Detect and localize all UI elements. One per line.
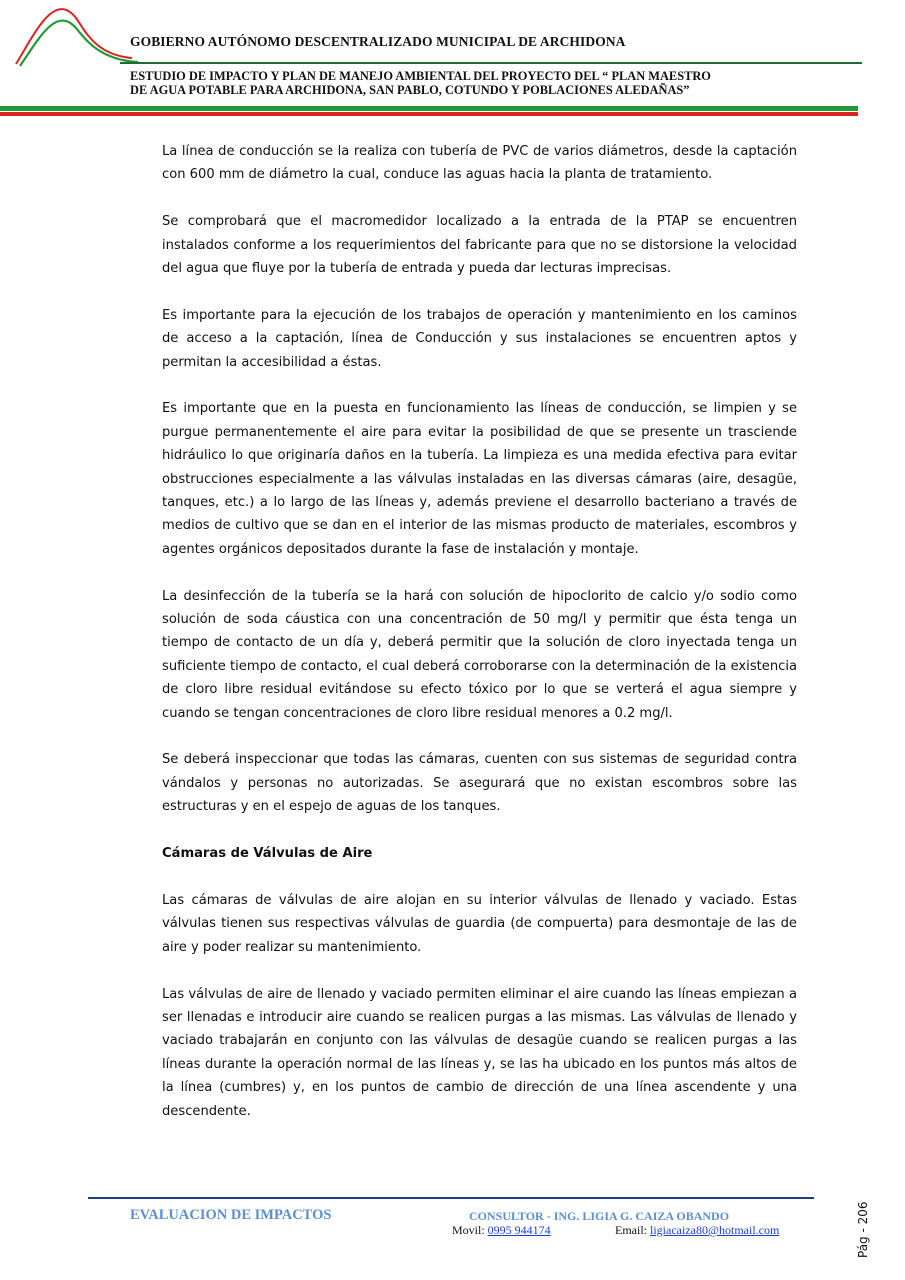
footer-consultor: CONSULTOR - ING. LIGIA G. CAIZA OBANDO bbox=[469, 1209, 730, 1223]
paragraph-2: Se comprobará que el macromedidor localizado a la entrada de la PTAP se encuentren instalados conforme a los requerimientos del fabricante para que no se distorsione la velocidad del agua que fluye por la tubería de entrada y pueda dar lecturas imprecisas. bbox=[162, 214, 797, 277]
email-label: Email: bbox=[615, 1223, 650, 1237]
header-subtitle bbox=[130, 69, 830, 97]
paragraph-4: Es importante que en la puesta en funcionamiento las líneas de conducción, se limpien y se purgue permanentemente el aire para evitar la posibilidad de que se presente un trasciende hidráulico lo que originaría daños en la tubería. La limpieza es una medida efectiva para evitar obstrucciones especialmente a las válvulas instaladas en las diversas cámaras (aire, desagüe, tanques, etc.) a lo largo de las líneas y, además previene el desarrollo bacteriano a través de medios de cultivo que se dan en el interior de las mismas producto de materiales, escombros y agentes orgánicos depositados durante la fase de instalación y montaje. bbox=[162, 401, 797, 557]
phone-label: Movil: bbox=[452, 1223, 488, 1237]
footer-section-title: EVALUACION DE IMPACTOS bbox=[130, 1207, 332, 1223]
section-heading: Cámaras de Válvulas de Aire bbox=[162, 846, 373, 862]
header-band-green bbox=[0, 106, 858, 111]
document-body bbox=[162, 140, 797, 1146]
page-number: Pág - 206 bbox=[856, 1201, 870, 1258]
paragraph-6: Se deberá inspeccionar que todas las cámaras, cuenten con sus sistemas de seguridad contra vándalos y personas no autorizadas. Se asegurará que no existan escombros sobre las estructuras y en el espejo de aguas de los tanques. bbox=[162, 752, 797, 815]
header-title: GOBIERNO AUTÓNOMO DESCENTRALIZADO MUNICIPAL DE ARCHIDONA bbox=[130, 34, 626, 49]
swoosh-logo-icon bbox=[14, 0, 144, 70]
header-rule bbox=[120, 62, 862, 64]
header-subtitle-line1: ESTUDIO DE IMPACTO Y PLAN DE MANEJO AMBIENTAL DEL PROYECTO DEL “ PLAN MAESTRO bbox=[130, 69, 711, 83]
footer-phone bbox=[452, 1223, 551, 1238]
footer-rule bbox=[88, 1197, 814, 1199]
paragraph-5: La desinfección de la tubería se la hará con solución de hipoclorito de calcio y/o sodio como solución de soda cáustica con una concentración de 50 mg/l y permitir que ésta tenga un tiempo de contacto de un día y, deberá permitir que la solución de cloro inyectada tenga un suficiente tiempo de contacto, el cual deberá corroborarse con la determinación de la existencia de cloro libre residual evitándose su efecto tóxico por lo que se verterá el agua siempre y cuando se tengan concentraciones de cloro libre residual menores a 0.2 mg/l. bbox=[162, 588, 797, 721]
phone-link[interactable]: 0995 944174 bbox=[487, 1223, 551, 1237]
footer-email bbox=[615, 1223, 779, 1238]
header-band-red bbox=[0, 112, 858, 116]
email-link[interactable]: ligiacaiza80@hotmail.com bbox=[650, 1223, 780, 1237]
paragraph-3: Es importante para la ejecución de los trabajos de operación y mantenimiento en los caminos de acceso a la captación, línea de Conducción y sus instalaciones se encuentren aptos y permitan la accesibilidad a éstas. bbox=[162, 307, 797, 370]
header-subtitle-line2: DE AGUA POTABLE PARA ARCHIDONA, SAN PABLO, COTUNDO Y POBLACIONES ALEDAÑAS” bbox=[130, 83, 690, 97]
paragraph-8: Las válvulas de aire de llenado y vaciado permiten eliminar el aire cuando las líneas empiezan a ser llenadas e introducir aire cuando se realicen purgas a las mismas. Las válvulas de llenado y vaciado trabajarán en conjunto con las válvulas de desagüe cuando se realicen purgas a las líneas durante la operación normal de las líneas y, se las ha ubicado en los puntos más altos de la línea (cumbres) y, en los puntos de cambio de dirección de una línea ascendente y una descendente. bbox=[162, 986, 797, 1119]
paragraph-7: Las cámaras de válvulas de aire alojan en su interior válvulas de llenado y vaciado. Estas válvulas tienen sus respectivas válvulas de guardia (de compuerta) para desmontaje de las de aire y poder realizar su mantenimiento. bbox=[162, 892, 797, 955]
paragraph-1: La línea de conducción se la realiza con tubería de PVC de varios diámetros, desde la captación con 600 mm de diámetro la cual, conduce las aguas hacia la planta de tratamiento. bbox=[162, 144, 797, 183]
